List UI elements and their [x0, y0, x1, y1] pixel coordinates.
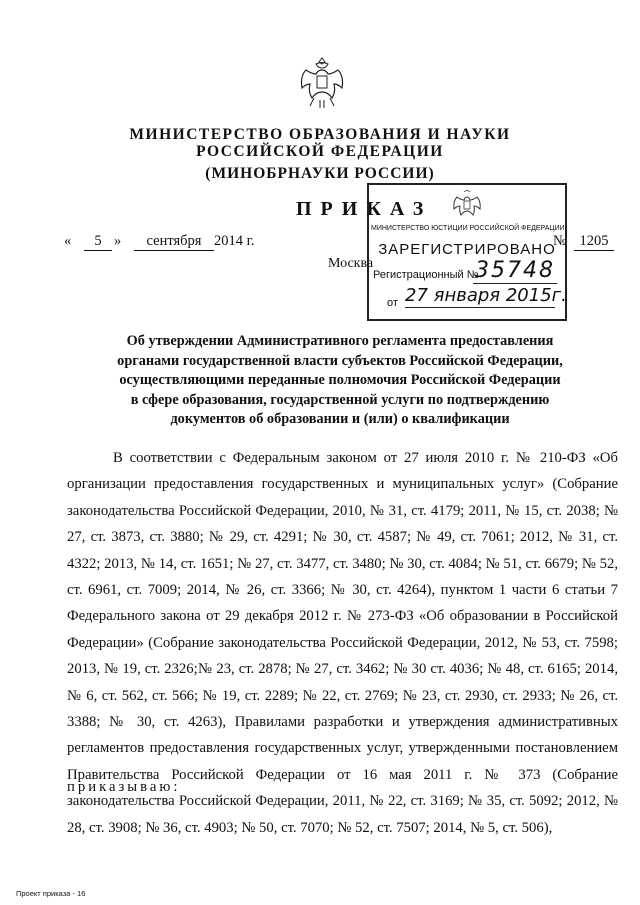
footer-note: Проект приказа - 16 [16, 889, 86, 898]
registration-stamp [367, 183, 567, 321]
stamp-date-label: от [387, 297, 398, 309]
stamp-ministry: МИНИСТЕРСТВО ЮСТИЦИИ РОССИЙСКОЙ ФЕДЕРАЦИИ [371, 225, 565, 232]
subject-line: в сфере образования, государственной услуги по подтверждению [130, 391, 550, 408]
directive-word: приказываю: [67, 779, 181, 795]
order-year: 2014 г. [214, 233, 255, 249]
preamble-paragraph: В соответствии с Федеральным законом от 27 июля 2010 г. № 210-ФЗ «Об организации предоставления государственных и муниципальных услуг» (Собрание законодательства Российской Федерации, 2010, № 31, ст. 4179; 2011, № 15, ст. 2038; № 27, ст. 3873, ст. 3880; № 29, ст. 4291; № 30, ст. 4587; № 49, ст. 7061; 2012, № 31, ст. 4322; 2013, № 14, ст. 1651; № 27, ст. 3477, ст. 3480; № 30, ст. 4084; № 51, ст. 6679; № 52, ст. 6961, ст. 7009; 2014, № 26, ст. 3366; № 30, ст. 4264), пунктом 1 части 6 статьи 7 Федерального закона от 29 декабря 2012 г. № 273-ФЗ «Об образовании в Российской Федерации» (Собрание законодательства Российской Федерации, 2012, № 53, ст. 7598; 2013, № 19, ст. 2326;№ 23, ст. 2878; № 27, ст. 3462; № 30 ст. 4036; № 48, ст. 6165; 2014, № 6, ст. 562, ст. 566; № 19, ст. 2289; № 22, ст. 2769; № 23, ст. 2930, ст. 2933; № 26, ст. 3388; № 30, ст. 4263), Правилами разработки и утверждения административных регламентов предоставления государственных услуг, утвержденными постановлением Правительства Российской Федерации от 16 мая 2011 г. № 373 (Собрание законодательства Российской Федерации, 2011, № 22, ст. 3169; № 35, ст. 5092; 2012, № 28, ст. 3908; № 36, ст. 4903; № 50, ст. 7070; № 52, ст. 7507; 2014, № 5, ст. 506), [67, 450, 618, 836]
date-open-quote: « [64, 233, 72, 249]
stamp-date-handwritten: 27 января 2015г. [405, 285, 567, 306]
stamp-registered: ЗАРЕГИСТРИРОВАНО [378, 241, 556, 258]
stamp-reg-number-label: Регистрационный № [373, 269, 479, 281]
order-city: Москва [328, 256, 374, 271]
order-title: ПРИКАЗ [296, 198, 433, 220]
order-subject [70, 332, 610, 430]
order-day: 5 [84, 233, 112, 251]
subject-line: Об утверждении Административного регламента предоставления [126, 333, 554, 349]
russian-coat-of-arms-icon [298, 54, 346, 110]
ministry-short-name: (МИНОБРНАУКИ РОССИИ) [205, 165, 435, 182]
order-month: сентября [134, 233, 214, 251]
subject-line: документов об образовании и (или) о квалификации [170, 411, 510, 428]
subject-line: органами государственной власти субъектов Российской Федерации, [117, 352, 563, 369]
date-close-quote: » [114, 233, 122, 249]
order-number: 1205 [574, 233, 614, 251]
stamp-reg-number: 35748 [475, 258, 555, 283]
ministry-name-line1: МИНИСТЕРСТВО ОБРАЗОВАНИЯ И НАУКИ [129, 126, 511, 143]
ministry-name-line2: РОССИЙСКОЙ ФЕДЕРАЦИИ [196, 143, 444, 160]
subject-line: осуществляющими переданные полномочия Российской Федерации [119, 372, 561, 389]
order-number-label: № [553, 233, 567, 249]
stamp-emblem-icon [451, 187, 483, 223]
